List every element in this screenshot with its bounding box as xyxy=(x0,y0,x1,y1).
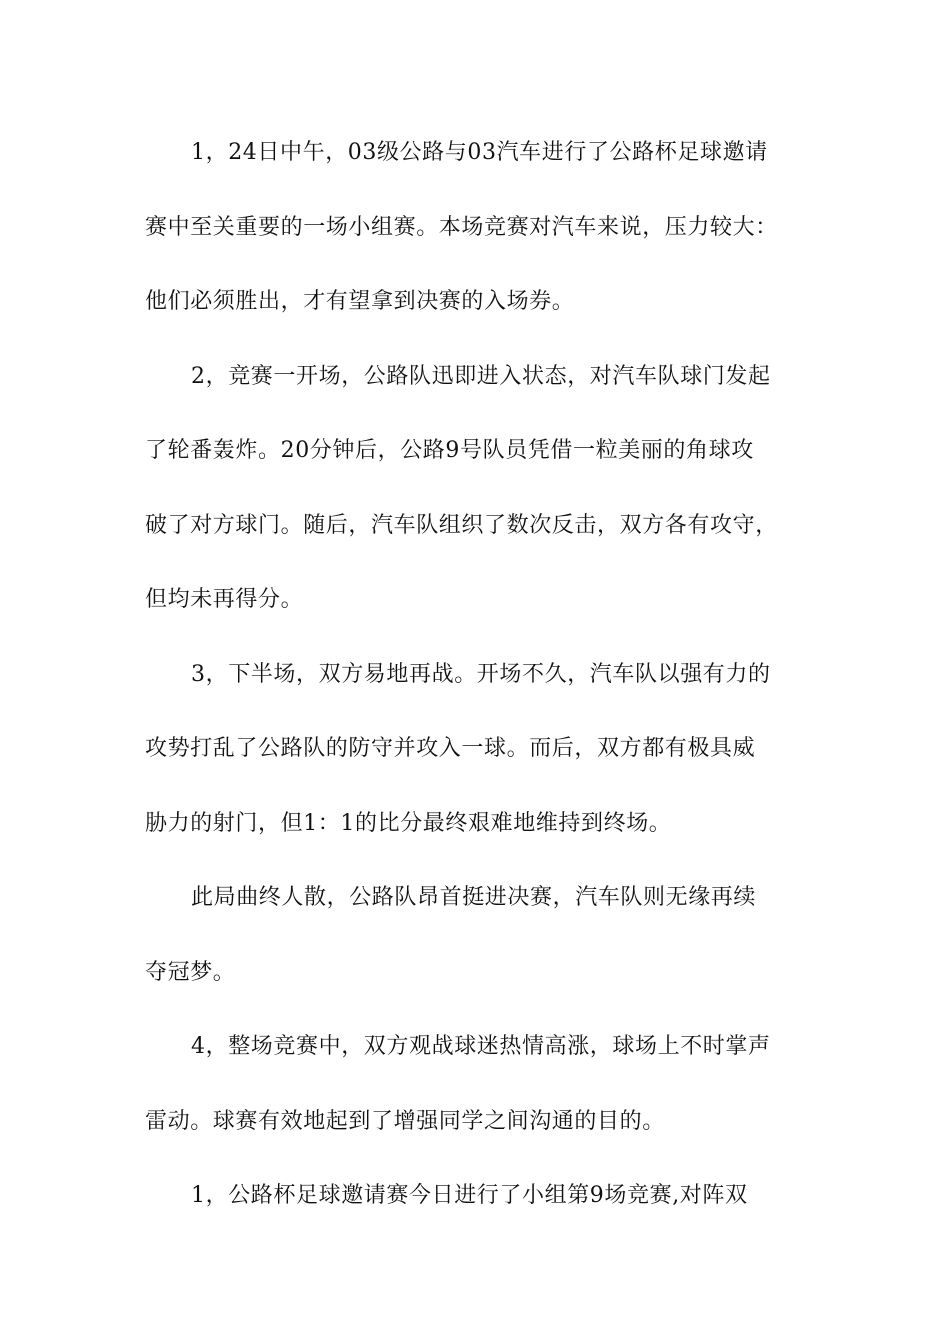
paragraph-3-line-1: 3，下半场，双方易地再战。开场不久，汽车队以强有力的 xyxy=(191,661,771,687)
paragraph-5-line-1: 4，整场竞赛中，双方观战球迷热情高涨，球场上不时掌声 xyxy=(191,1034,771,1059)
paragraph-2-line-3: 破了对方球门。随后，汽车队组织了数次反击，双方各有攻守， xyxy=(145,512,778,538)
paragraph-2-line-2: 了轮番轰炸。20分钟后，公路9号队员凭借一粒美丽的角球攻 xyxy=(145,438,754,463)
document-body xyxy=(145,131,825,1249)
paragraph-3-line-3: 胁力的射门，但1：1的比分最终艰难地维持到终场。 xyxy=(145,810,672,836)
paragraph-2-line-1: 2，竞赛一开场，公路队迅即进入状态，对汽车队球门发起 xyxy=(191,363,771,389)
paragraph-4-line-1: 此局曲终人散，公路队昂首挺进决赛，汽车队则无缘再续 xyxy=(191,885,757,910)
paragraph-1-line-2: 赛中至关重要的一场小组赛。本场竞赛对汽车来说，压力较大： xyxy=(145,214,778,240)
paragraph-1-line-1: 1，24日中午，03级公路与03汽车进行了公路杯足球邀请 xyxy=(191,140,768,165)
paragraph-4-line-2: 夺冠梦。 xyxy=(145,959,236,985)
paragraph-6-line-1: 1，公路杯足球邀请赛今日进行了小组第9场竞赛,对阵双 xyxy=(191,1183,748,1208)
paragraph-1-line-3: 他们必须胜出，才有望拿到决赛的入场券。 xyxy=(145,289,575,314)
paragraph-2-line-4: 但均未再得分。 xyxy=(145,587,304,612)
paragraph-5-line-2: 雷动。球赛有效地起到了增强同学之间沟通的目的。 xyxy=(145,1108,665,1134)
paragraph-3-line-2: 攻势打乱了公路队的防守并攻入一球。而后，双方都有极具威 xyxy=(145,736,756,761)
